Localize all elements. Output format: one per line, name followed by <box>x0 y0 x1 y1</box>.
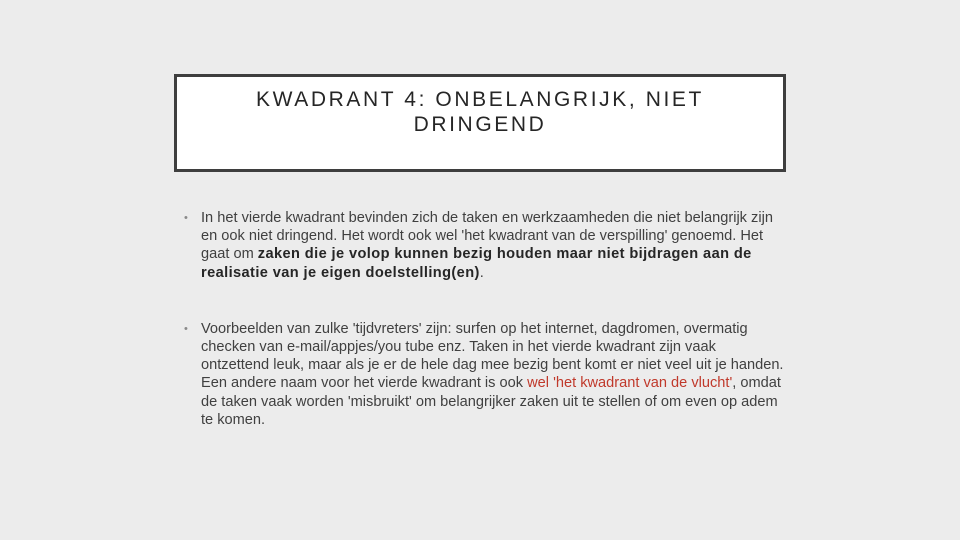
slide-title <box>177 87 783 137</box>
bullet-item-1 <box>184 209 784 282</box>
slide-body <box>184 209 784 467</box>
bullet-icon: • <box>184 322 188 335</box>
bullet-2-red-text: wel 'het kwadrant van de vlucht' <box>527 375 733 392</box>
bullet-1-text-part2: . <box>479 264 484 281</box>
bullet-1-bold-text: zaken die je volop kunnen bezig houden maar niet bijdragen aan de realisatie van je eigen doelstelling(en) <box>201 246 752 281</box>
bullet-2-text-part1: Voorbeelden van zulke 'tijdvreters' zijn: surfen op het internet, dagdromen, overmatig checken van e-mail/appjes/you tube enz. Taken in het vierde kwadrant zijn vaak ontzettend leuk, maar als je er de hele dag mee bezig bent komt er niet veel uit je handen. Een andere naam voor het vierde kwadrant is ook <box>201 320 784 392</box>
title-line-1: KWADRANT 4: ONBELANGRIJK, NIET <box>256 88 704 111</box>
bullet-1-text-part1: In het vierde kwadrant bevinden zich de taken en werkzaamheden die niet belangrijk zijn en ook niet dringend. Het wordt ook wel 'het kwadrant van de verspilling' genoemd. Het gaat om <box>201 210 773 263</box>
title-line-2: DRINGEND <box>413 113 547 136</box>
title-box <box>174 74 786 172</box>
bullet-2-text-part2: , omdat de taken vaak worden 'misbruikt' om belangrijker zaken uit te stellen of om even op adem te komen. <box>201 375 781 428</box>
bullet-item-2 <box>184 320 784 429</box>
bullet-icon: • <box>184 212 188 224</box>
